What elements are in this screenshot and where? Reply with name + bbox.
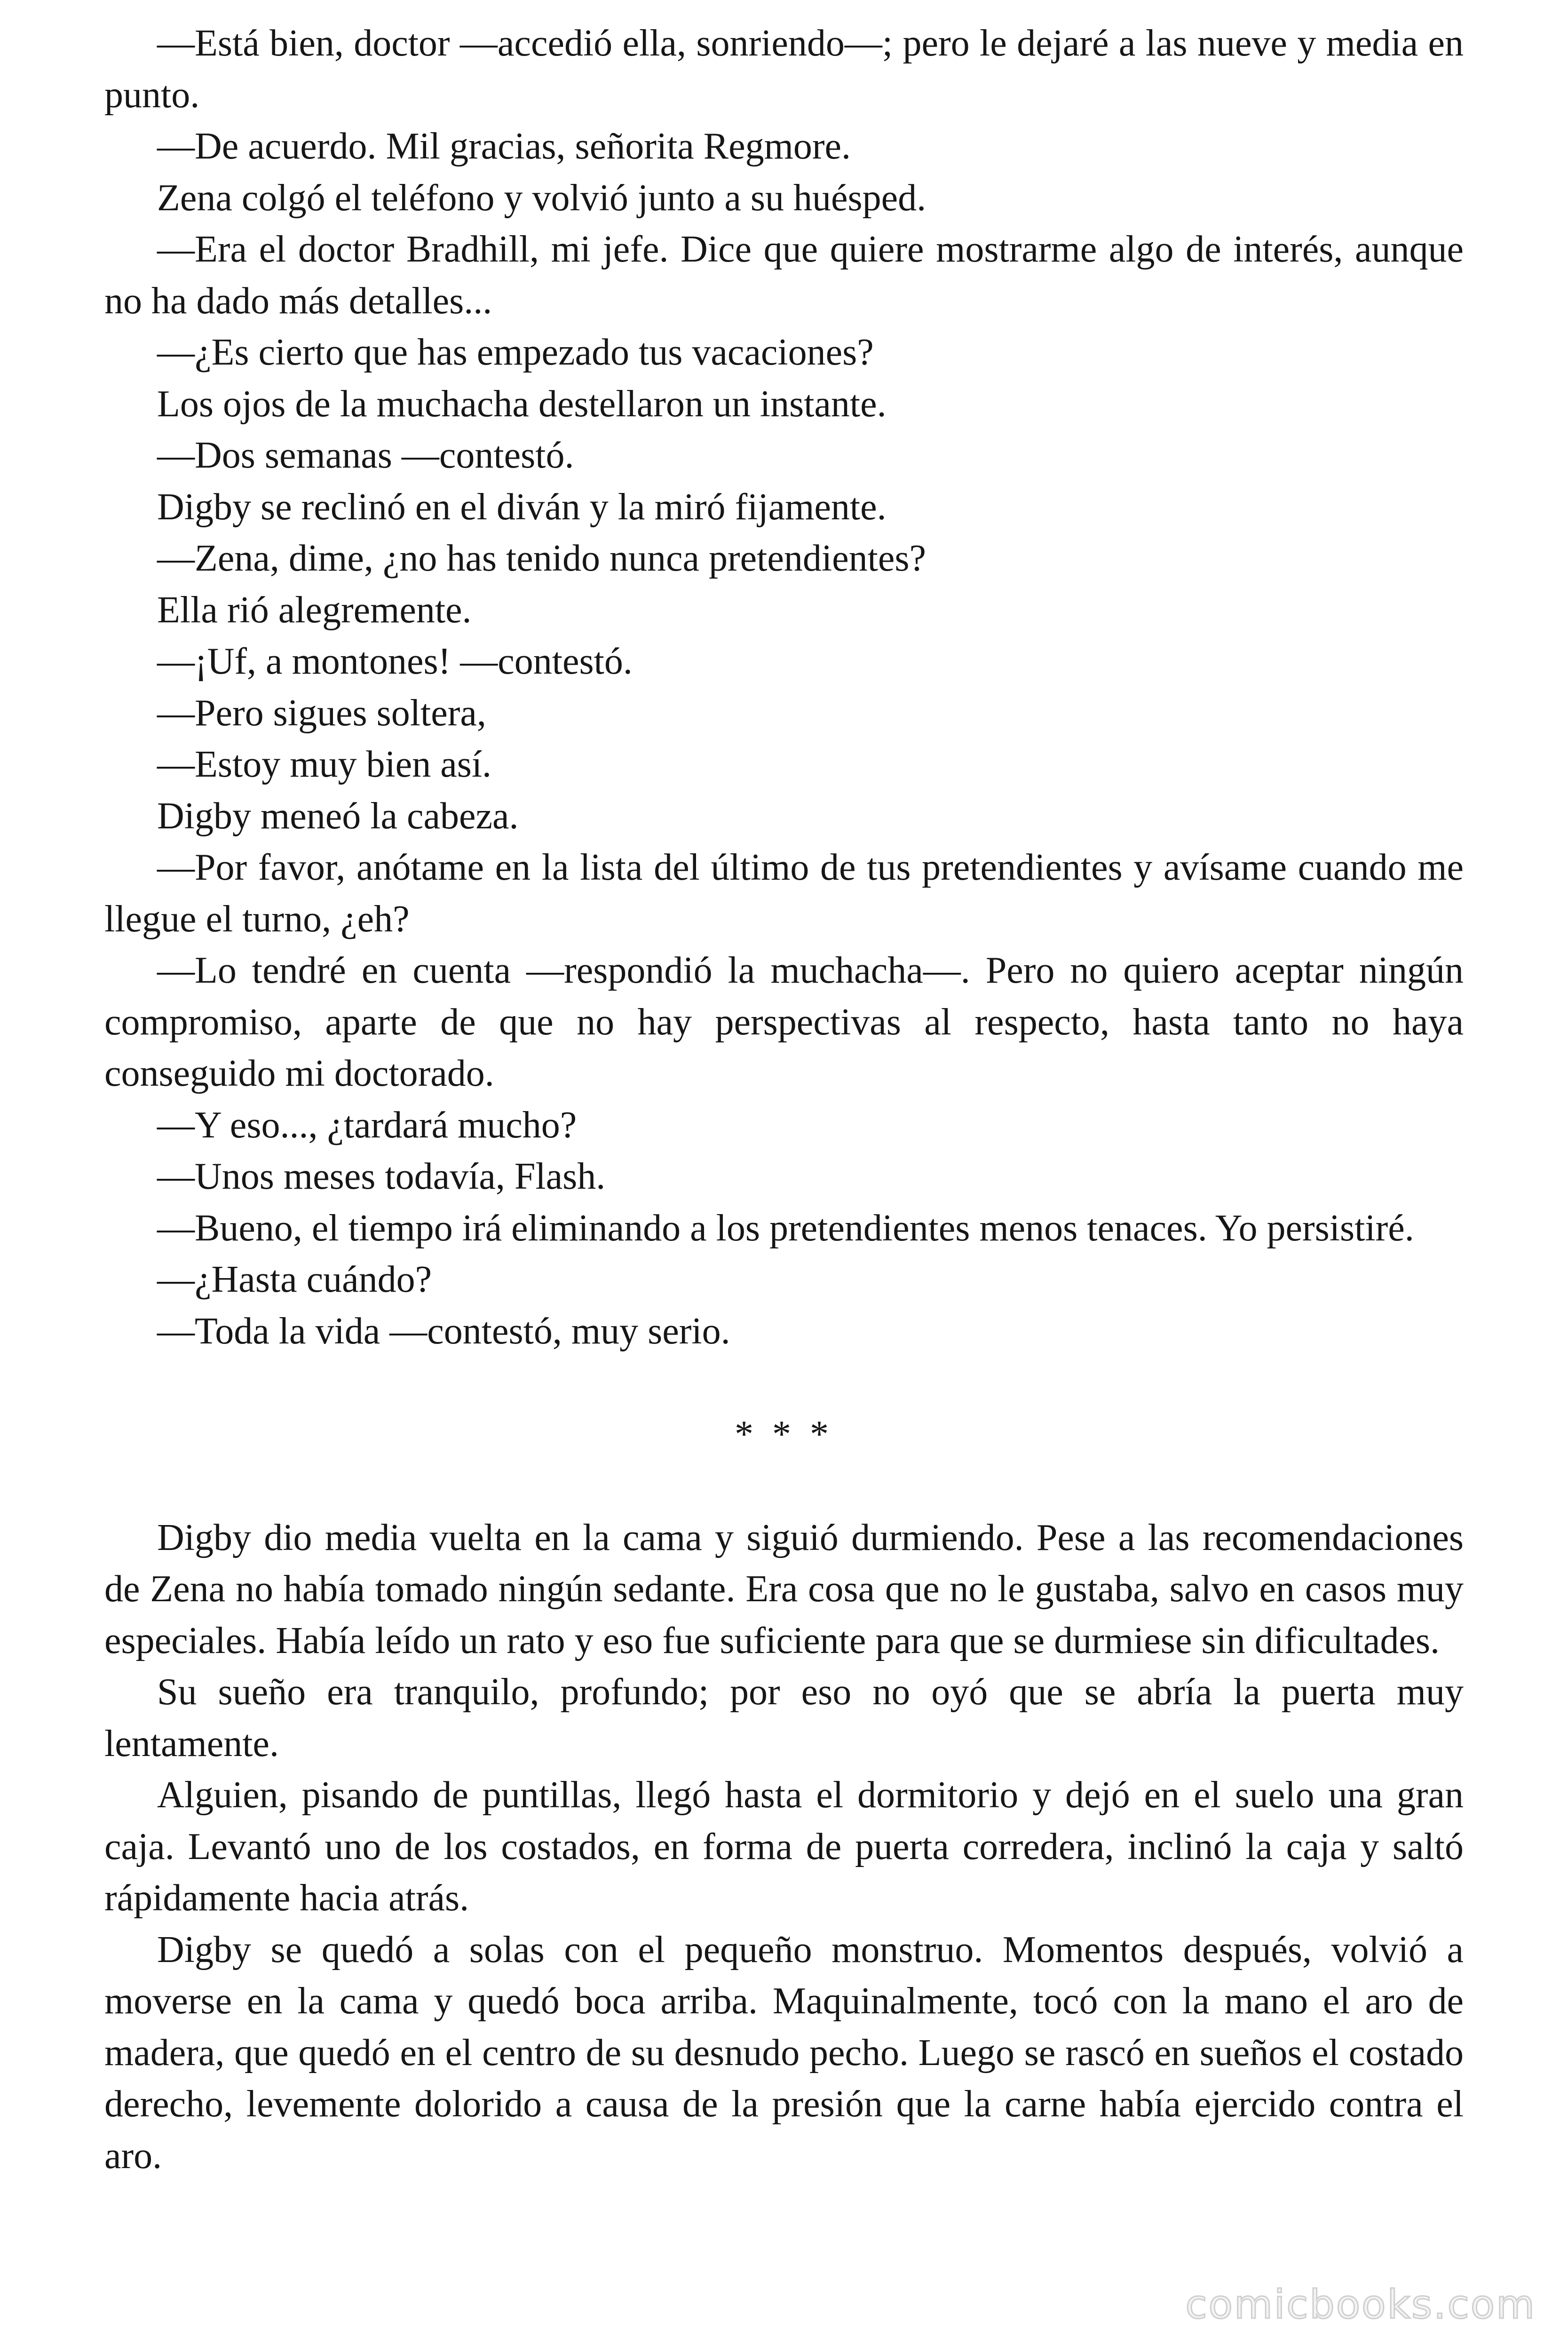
paragraph: Zena colgó el teléfono y volvió junto a su huésped. — [157, 177, 927, 219]
paragraph: Digby meneó la cabeza. — [157, 795, 519, 837]
paragraph: —Bueno, el tiempo irá eliminando a los pretendientes menos tenaces. Yo persistiré. — [157, 1207, 1414, 1249]
paragraph: —Pero sigues soltera, — [157, 692, 486, 734]
paragraph: Digby dio media vuelta en la cama y siguió durmiendo. Pese a las recomendaciones de Zena no había tomado ningún sedante. Era cosa que no le gustaba, salvo en casos muy especiales. Había leído un rato y eso fue suficiente para que se durmiese sin dificultades. — [104, 1517, 1464, 1661]
paragraph: Los ojos de la muchacha destellaron un instante. — [157, 383, 887, 425]
paragraph: —Está bien, doctor —accedió ella, sonriendo—; pero le dejaré a las nueve y media en punto. — [104, 23, 1464, 116]
paragraph: Alguien, pisando de puntillas, llegó hasta el dormitorio y dejó en el suelo una gran caja. Levantó uno de los costados, en forma de puerta corredera, inclinó la caja y saltó rápidamente hacia atrás. — [104, 1774, 1464, 1919]
paragraph: —Era el doctor Bradhill, mi jefe. Dice que quiere mostrarme algo de interés, aunque no ha dado más detalles... — [104, 229, 1464, 322]
paragraph: —Estoy muy bien así. — [157, 744, 492, 785]
paragraph: —¿Es cierto que has empezado tus vacaciones? — [157, 332, 874, 373]
section-2 — [104, 1512, 1464, 2182]
paragraph: Digby se quedó a solas con el pequeño monstruo. Momentos después, volvió a moverse en la cama y quedó boca arriba. Maquinalmente, tocó con la mano el aro de madera, que quedó en el centro de su desnudo pecho. Luego se rascó en sueños el costado derecho, levemente dolorido a causa de la presión que la carne había ejercido contra el aro. — [104, 1929, 1464, 2177]
scene-break: * * * — [735, 1414, 833, 1455]
paragraph: —¿Hasta cuándo? — [157, 1259, 432, 1300]
paragraph: Ella rió alegremente. — [157, 589, 472, 631]
paragraph: —Y eso..., ¿tardará mucho? — [157, 1104, 577, 1146]
paragraph: —Dos semanas —contestó. — [157, 435, 574, 476]
paragraph: —Unos meses todavía, Flash. — [157, 1156, 606, 1197]
paragraph: —Toda la vida —contestó, muy serio. — [157, 1310, 730, 1352]
paragraph: —Por favor, anótame en la lista del último de tus pretendientes y avísame cuando me llegue el turno, ¿eh? — [104, 847, 1464, 940]
watermark: comicbooks.com — [1185, 2281, 1536, 2328]
paragraph: —Lo tendré en cuenta —respondió la muchacha—. Pero no quiero aceptar ningún compromiso, aparte de que no hay perspectivas al respecto, hasta tanto no haya conseguido mi doctorado. — [104, 950, 1464, 1094]
paragraph: —Zena, dime, ¿no has tenido nunca pretendientes? — [157, 538, 926, 579]
paragraph: —¡Uf, a montones! —contestó. — [157, 641, 633, 682]
body-text — [104, 18, 1464, 2182]
paragraph: Su sueño era tranquilo, profundo; por eso no oyó que se abría la puerta muy lentamente. — [104, 1671, 1464, 1764]
section-1 — [104, 18, 1464, 1357]
paragraph: —De acuerdo. Mil gracias, señorita Regmore. — [157, 126, 851, 167]
paragraph: Digby se reclinó en el diván y la miró fijamente. — [157, 486, 887, 528]
